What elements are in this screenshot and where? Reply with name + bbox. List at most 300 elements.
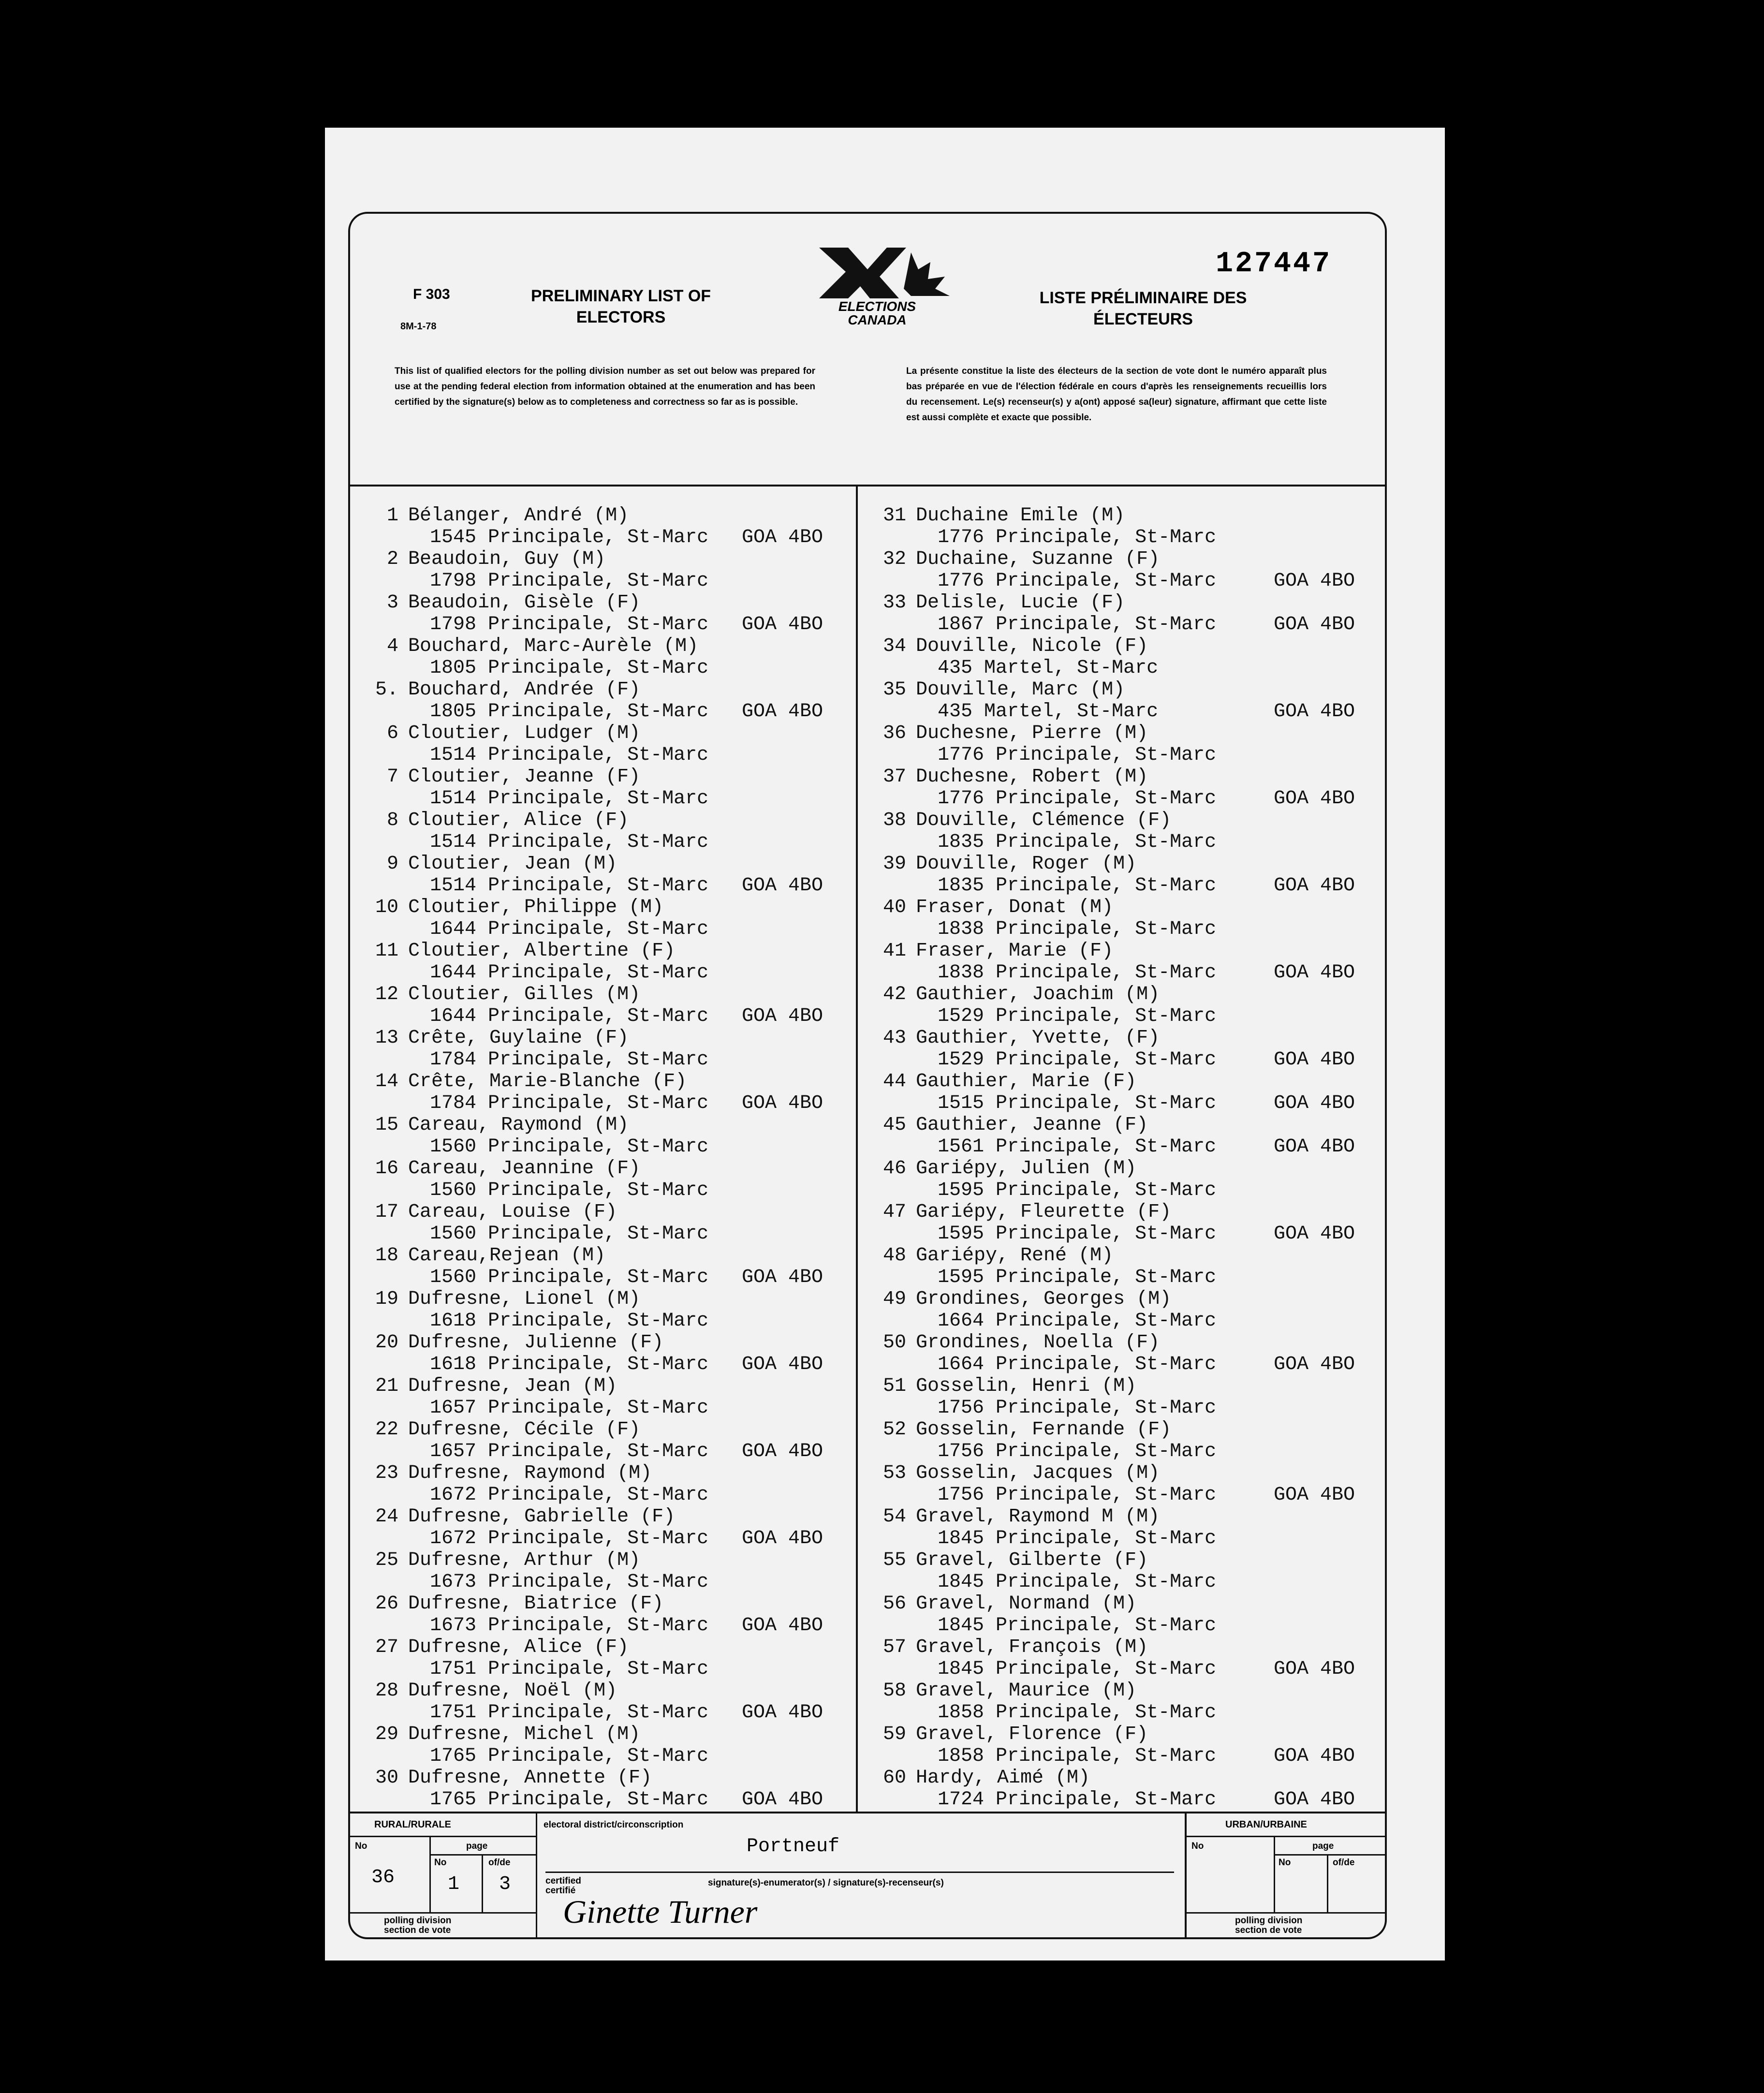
elector-entry	[867, 722, 1375, 766]
rural-box	[350, 1813, 536, 1939]
elector-name: Fraser, Marie (F)	[916, 940, 1114, 962]
elector-postal-code: GOA 4BO	[1274, 1354, 1355, 1375]
elector-name: Gosselin, Jacques (M)	[916, 1462, 1160, 1484]
title-french-line-2: ÉLECTEURS	[1093, 310, 1193, 328]
elector-entry	[867, 810, 1375, 853]
elector-name: Grondines, Noella (F)	[916, 1332, 1160, 1354]
elector-number: 5.	[375, 679, 398, 701]
elector-address: 1838 Principale, St-Marc	[938, 962, 1217, 984]
elector-address: 1664 Principale, St-Marc	[938, 1354, 1217, 1375]
elector-name: Gosselin, Fernande (F)	[916, 1419, 1172, 1441]
elector-entry	[360, 984, 848, 1027]
elector-address: 1644 Principale, St-Marc	[430, 918, 709, 940]
elector-name: Douville, Clémence (F)	[916, 810, 1172, 831]
elector-name: Dufresne, Noël (M)	[408, 1680, 617, 1702]
elector-address: 1514 Principale, St-Marc	[430, 744, 709, 766]
elector-entry	[867, 1593, 1375, 1636]
elector-name: Gravel, Maurice (M)	[916, 1680, 1137, 1702]
elector-number: 41	[882, 940, 906, 962]
elector-address: 1545 Principale, St-Marc	[430, 527, 709, 548]
elector-entry	[360, 897, 848, 940]
elector-name: Beaudoin, Gisèle (F)	[408, 592, 641, 614]
elector-name: Gauthier, Marie (F)	[916, 1071, 1137, 1092]
elector-postal-code: GOA 4BO	[1274, 570, 1355, 592]
urban-page-label: page	[1312, 1841, 1334, 1851]
elector-address: 1595 Principale, St-Marc	[938, 1179, 1217, 1201]
elector-number: 55	[882, 1549, 906, 1571]
elector-address: 1514 Principale, St-Marc	[430, 788, 709, 810]
elector-name: Cloutier, Gilles (M)	[408, 984, 641, 1005]
elector-address: 1805 Principale, St-Marc	[430, 701, 709, 722]
urban-no-label: No	[1191, 1841, 1204, 1851]
elector-address: 1560 Principale, St-Marc	[430, 1179, 709, 1201]
elector-name: Gariépy, René (M)	[916, 1245, 1114, 1267]
form-header	[350, 214, 1385, 486]
elector-entry	[360, 635, 848, 679]
elector-entry	[360, 505, 848, 548]
elector-postal-code: GOA 4BO	[1274, 1049, 1355, 1071]
urban-of-label: of/de	[1333, 1857, 1355, 1868]
elector-address: 1595 Principale, St-Marc	[938, 1223, 1217, 1245]
elector-number: 44	[882, 1071, 906, 1092]
elector-address: 1756 Principale, St-Marc	[938, 1441, 1217, 1462]
rural-vdivider	[429, 1836, 431, 1913]
elector-entry	[867, 984, 1375, 1027]
elector-number: 16	[375, 1158, 398, 1179]
elector-postal-code: GOA 4BO	[1274, 1223, 1355, 1245]
elector-entry	[867, 1636, 1375, 1680]
elector-entry	[360, 1332, 848, 1375]
elector-entry	[867, 1071, 1375, 1114]
electors-list-page	[325, 128, 1445, 1960]
elector-address: 1657 Principale, St-Marc	[430, 1441, 709, 1462]
elector-number: 49	[882, 1288, 906, 1310]
elector-address: 1515 Principale, St-Marc	[938, 1092, 1217, 1114]
urban-page-no-label: No	[1279, 1857, 1291, 1868]
polling-division-number: 36	[371, 1867, 395, 1888]
elector-entry	[360, 1245, 848, 1288]
elector-name: Gauthier, Jeanne (F)	[916, 1114, 1148, 1136]
polling-no-label: No	[355, 1841, 368, 1851]
elector-number: 38	[882, 810, 906, 831]
polling-division-label	[384, 1916, 451, 1935]
elector-name: Cloutier, Philippe (M)	[408, 897, 664, 918]
elector-name: Dufresne, Jean (M)	[408, 1375, 617, 1397]
elector-number: 23	[375, 1462, 398, 1484]
elector-entry	[867, 940, 1375, 984]
elector-entry	[360, 1027, 848, 1071]
elector-entry	[867, 1506, 1375, 1549]
elector-number: 46	[882, 1158, 906, 1179]
elector-entry	[360, 810, 848, 853]
elector-address: 1618 Principale, St-Marc	[430, 1310, 709, 1332]
elector-address: 1664 Principale, St-Marc	[938, 1310, 1217, 1332]
elector-address: 1798 Principale, St-Marc	[430, 614, 709, 635]
elector-entry	[360, 1724, 848, 1767]
elector-number: 4	[386, 635, 398, 657]
elector-number: 51	[882, 1375, 906, 1397]
elector-number: 32	[882, 548, 906, 570]
elector-address: 1835 Principale, St-Marc	[938, 831, 1217, 853]
page-no-label: No	[434, 1857, 447, 1868]
elector-entry	[867, 1288, 1375, 1332]
signature-line	[545, 1872, 1174, 1873]
elector-entry	[867, 1549, 1375, 1593]
elector-name: Careau, Raymond (M)	[408, 1114, 629, 1136]
elector-postal-code: GOA 4BO	[1274, 1484, 1355, 1506]
elector-number: 13	[375, 1027, 398, 1049]
elector-name: Bélanger, André (M)	[408, 505, 629, 527]
urban-divider	[1187, 1836, 1385, 1837]
elector-number: 17	[375, 1201, 398, 1223]
elector-address: 1672 Principale, St-Marc	[430, 1528, 709, 1549]
elector-entry	[360, 1419, 848, 1462]
elector-entry	[360, 1288, 848, 1332]
elector-name: Crête, Guylaine (F)	[408, 1027, 629, 1049]
elector-number: 12	[375, 984, 398, 1005]
logo-wordmark-line-2: CANADA	[848, 312, 907, 327]
elector-address: 1644 Principale, St-Marc	[430, 962, 709, 984]
elector-entry	[360, 853, 848, 897]
elector-name: Fraser, Donat (M)	[916, 897, 1114, 918]
elector-number: 45	[882, 1114, 906, 1136]
elector-postal-code: GOA 4BO	[1274, 1136, 1355, 1158]
urban-page-vdivider	[1327, 1854, 1328, 1913]
elector-name: Crête, Marie-Blanche (F)	[408, 1071, 687, 1092]
elector-postal-code: GOA 4BO	[1274, 614, 1355, 635]
elector-number: 54	[882, 1506, 906, 1528]
elector-address: 1838 Principale, St-Marc	[938, 918, 1217, 940]
elector-number: 48	[882, 1245, 906, 1267]
elector-name: Careau, Louise (F)	[408, 1201, 617, 1223]
elector-name: Dufresne, Raymond (M)	[408, 1462, 652, 1484]
column-divider	[856, 486, 858, 1812]
elector-postal-code: GOA 4BO	[742, 1528, 823, 1549]
elector-name: Gauthier, Yvette, (F)	[916, 1027, 1160, 1049]
elector-number: 60	[882, 1767, 906, 1789]
elector-address: 1618 Principale, St-Marc	[430, 1354, 709, 1375]
elector-entry	[360, 1375, 848, 1419]
elector-name: Douville, Nicole (F)	[916, 635, 1148, 657]
intro-text-french: La présente constitue la liste des électeurs de la section de vote dont le numéro apparaît plus bas préparée en vue de l'élection fédérale en cours d'après les renseignements recueillis lors du recensement. Le(s) recenseur(s) y a(ont) apposé sa(leur) signature, affirmant que cette liste est aussi complète et exacte que possible.	[906, 366, 1327, 423]
title-french-line-1: LISTE PRÉLIMINAIRE DES	[1039, 289, 1247, 307]
elector-name: Dufresne, Arthur (M)	[408, 1549, 641, 1571]
elector-postal-code: GOA 4BO	[1274, 1745, 1355, 1767]
elector-address: 1560 Principale, St-Marc	[430, 1267, 709, 1288]
elector-name: Dufresne, Julienne (F)	[408, 1332, 664, 1354]
elector-name: Douville, Roger (M)	[916, 853, 1137, 875]
elector-name: Gravel, François (M)	[916, 1636, 1148, 1658]
elector-number: 37	[882, 766, 906, 788]
elector-postal-code: GOA 4BO	[742, 875, 823, 897]
elector-number: 43	[882, 1027, 906, 1049]
form-footer	[350, 1812, 1385, 1939]
elector-number: 52	[882, 1419, 906, 1441]
elector-entry	[867, 1375, 1375, 1419]
elector-name: Dufresne, Cécile (F)	[408, 1419, 641, 1441]
of-label: of/de	[488, 1857, 511, 1868]
elector-address: 1845 Principale, St-Marc	[938, 1571, 1217, 1593]
electors-column-right	[867, 505, 1375, 1811]
elector-entry	[360, 1636, 848, 1680]
title-english-line-1: PRELIMINARY LIST OF	[530, 287, 711, 305]
elector-number: 6	[386, 722, 398, 744]
elector-postal-code: GOA 4BO	[1274, 701, 1355, 722]
elector-number: 47	[882, 1201, 906, 1223]
elector-number: 33	[882, 592, 906, 614]
elector-address: 1835 Principale, St-Marc	[938, 875, 1217, 897]
elector-number: 56	[882, 1593, 906, 1615]
elector-address: 1784 Principale, St-Marc	[430, 1092, 709, 1114]
logo-wordmark-line-1: ELECTIONS	[838, 299, 916, 314]
elector-address: 1514 Principale, St-Marc	[430, 831, 709, 853]
elector-entry	[360, 679, 848, 722]
elector-name: Gosselin, Henri (M)	[916, 1375, 1137, 1397]
elector-entry	[867, 1201, 1375, 1245]
elector-name: Douville, Marc (M)	[916, 679, 1125, 701]
electors-list	[350, 486, 1385, 1812]
elector-name: Gauthier, Joachim (M)	[916, 984, 1160, 1005]
elector-entry	[867, 1027, 1375, 1071]
elector-name: Cloutier, Ludger (M)	[408, 722, 641, 744]
elector-postal-code: GOA 4BO	[742, 1789, 823, 1811]
elector-address: 1724 Principale, St-Marc	[938, 1789, 1217, 1811]
urban-page-divider	[1274, 1854, 1385, 1856]
elector-entry	[867, 505, 1375, 548]
elector-address: 1798 Principale, St-Marc	[430, 570, 709, 592]
elector-address: 1529 Principale, St-Marc	[938, 1049, 1217, 1071]
elector-number: 10	[375, 897, 398, 918]
elector-postal-code: GOA 4BO	[742, 614, 823, 635]
elector-address: 1858 Principale, St-Marc	[938, 1745, 1217, 1767]
elector-address: 1644 Principale, St-Marc	[430, 1005, 709, 1027]
elector-address: 1514 Principale, St-Marc	[430, 875, 709, 897]
elector-address: 1867 Principale, St-Marc	[938, 614, 1217, 635]
logo-wordmark	[817, 300, 938, 327]
elector-name: Beaudoin, Guy (M)	[408, 548, 606, 570]
page-number: 1	[448, 1873, 460, 1895]
elector-name: Dufresne, Gabrielle (F)	[408, 1506, 676, 1528]
elector-entry	[867, 679, 1375, 722]
elector-number: 21	[375, 1375, 398, 1397]
elector-address: 1751 Principale, St-Marc	[430, 1702, 709, 1724]
elector-entry	[867, 1680, 1375, 1724]
elector-name: Bouchard, Andrée (F)	[408, 679, 641, 701]
title-english	[495, 285, 747, 328]
elector-postal-code: GOA 4BO	[1274, 962, 1355, 984]
elector-entry	[867, 1724, 1375, 1767]
elector-postal-code: GOA 4BO	[742, 1092, 823, 1114]
elector-entry	[360, 1767, 848, 1811]
elector-name: Gravel, Normand (M)	[916, 1593, 1137, 1615]
elector-postal-code: GOA 4BO	[1274, 875, 1355, 897]
form-number: F 303	[413, 286, 450, 302]
elector-number: 30	[375, 1767, 398, 1789]
page-vdivider	[482, 1854, 483, 1913]
polling-division-label-en: polling division	[384, 1916, 452, 1926]
form-frame	[348, 212, 1387, 1939]
elector-entry	[867, 1114, 1375, 1158]
elector-address: 1776 Principale, St-Marc	[938, 527, 1217, 548]
elector-entry	[867, 1158, 1375, 1201]
elector-number: 2	[386, 548, 398, 570]
elector-number: 15	[375, 1114, 398, 1136]
elector-postal-code: GOA 4BO	[1274, 1092, 1355, 1114]
elector-entry	[360, 1114, 848, 1158]
elector-name: Cloutier, Alice (F)	[408, 810, 629, 831]
elector-address: 1657 Principale, St-Marc	[430, 1397, 709, 1419]
elector-entry	[360, 1549, 848, 1593]
elector-number: 26	[375, 1593, 398, 1615]
page-label: page	[466, 1841, 488, 1851]
elector-entry	[867, 592, 1375, 635]
elector-entry	[867, 1462, 1375, 1506]
enumerator-signature: Ginette Turner	[563, 1893, 758, 1930]
elector-number: 25	[375, 1549, 398, 1571]
elector-entry	[867, 548, 1375, 592]
elector-name: Bouchard, Marc-Aurèle (M)	[408, 635, 699, 657]
elector-address: 1845 Principale, St-Marc	[938, 1615, 1217, 1636]
elector-name: Gravel, Gilberte (F)	[916, 1549, 1148, 1571]
elector-entry	[867, 766, 1375, 810]
elector-address: 1529 Principale, St-Marc	[938, 1005, 1217, 1027]
elector-number: 11	[375, 940, 398, 962]
elector-postal-code: GOA 4BO	[1274, 788, 1355, 810]
elector-entry	[867, 853, 1375, 897]
elections-canada-logo-icon	[814, 243, 959, 349]
elector-number: 9	[386, 853, 398, 875]
elector-number: 34	[882, 635, 906, 657]
elector-address: 1776 Principale, St-Marc	[938, 788, 1217, 810]
elector-postal-code: GOA 4BO	[742, 1441, 823, 1462]
elector-name: Grondines, Georges (M)	[916, 1288, 1172, 1310]
elector-name: Careau, Jeannine (F)	[408, 1158, 641, 1179]
urban-label: URBAN/URBAINE	[1225, 1819, 1307, 1830]
elector-entry	[867, 1332, 1375, 1375]
elector-postal-code: GOA 4BO	[1274, 1658, 1355, 1680]
elector-address: 1673 Principale, St-Marc	[430, 1571, 709, 1593]
footer-vdivider	[536, 1813, 537, 1939]
elector-number: 27	[375, 1636, 398, 1658]
elector-name: Dufresne, Michel (M)	[408, 1724, 641, 1745]
elector-address: 1560 Principale, St-Marc	[430, 1136, 709, 1158]
elector-entry	[360, 1158, 848, 1201]
urban-bottom-divider	[1187, 1912, 1385, 1914]
elector-address: 1805 Principale, St-Marc	[430, 657, 709, 679]
elector-postal-code: GOA 4BO	[742, 1005, 823, 1027]
elector-number: 22	[375, 1419, 398, 1441]
elector-address: 1776 Principale, St-Marc	[938, 570, 1217, 592]
rural-bottom-divider	[350, 1912, 536, 1914]
elector-name: Gravel, Raymond M (M)	[916, 1506, 1160, 1528]
elector-address: 435 Martel, St-Marc	[938, 657, 1159, 679]
elector-name: Cloutier, Jeanne (F)	[408, 766, 641, 788]
polling-division-label-fr: section de vote	[384, 1925, 451, 1935]
rural-label: RURAL/RURALE	[374, 1819, 451, 1830]
elector-entry	[360, 940, 848, 984]
elector-entry	[360, 1071, 848, 1114]
elector-number: 35	[882, 679, 906, 701]
urban-vdivider	[1274, 1836, 1275, 1913]
elector-number: 40	[882, 897, 906, 918]
elector-entry	[360, 766, 848, 810]
elector-number: 24	[375, 1506, 398, 1528]
elector-name: Delisle, Lucie (F)	[916, 592, 1125, 614]
elector-address: 1765 Principale, St-Marc	[430, 1745, 709, 1767]
elector-number: 42	[882, 984, 906, 1005]
certified-label-en: certified	[545, 1876, 581, 1886]
title-french	[998, 287, 1288, 330]
elector-entry	[360, 1506, 848, 1549]
elector-entry	[867, 1419, 1375, 1462]
urban-polling-division-label	[1235, 1916, 1302, 1935]
elector-number: 39	[882, 853, 906, 875]
elector-postal-code: GOA 4BO	[742, 1267, 823, 1288]
elector-address: 1776 Principale, St-Marc	[938, 744, 1217, 766]
elector-entry	[360, 1462, 848, 1506]
elector-entry	[867, 1767, 1375, 1811]
elector-address: 1784 Principale, St-Marc	[430, 1049, 709, 1071]
elector-postal-code: GOA 4BO	[1274, 1789, 1355, 1811]
elector-name: Cloutier, Jean (M)	[408, 853, 617, 875]
elector-number: 8	[386, 810, 398, 831]
intro-text-english: This list of qualified electors for the polling division number as set out below was prepared for use at the pending federal election from information obtained at the enumeration and has been certified by the signature(s) below as to completeness and correctness so far as is possible.	[395, 366, 815, 407]
certified-label-fr: certifié	[545, 1886, 576, 1896]
elector-number: 3	[386, 592, 398, 614]
serial-number: 127447	[1216, 248, 1332, 280]
elector-postal-code: GOA 4BO	[742, 1354, 823, 1375]
elector-address: 1858 Principale, St-Marc	[938, 1702, 1217, 1724]
elector-name: Dufresne, Alice (F)	[408, 1636, 629, 1658]
elector-address: 1845 Principale, St-Marc	[938, 1528, 1217, 1549]
elector-name: Dufresne, Biatrice (F)	[408, 1593, 664, 1615]
elector-entry	[867, 897, 1375, 940]
form-date: 8M-1-78	[400, 321, 437, 332]
elector-number: 50	[882, 1332, 906, 1354]
elector-postal-code: GOA 4BO	[742, 701, 823, 722]
title-english-line-2: ELECTORS	[576, 308, 666, 326]
elector-postal-code: GOA 4BO	[742, 1615, 823, 1636]
signature-label: signature(s)-enumerator(s) / signature(s)-recenseur(s)	[708, 1878, 944, 1888]
elector-name: Hardy, Aimé (M)	[916, 1767, 1090, 1789]
elector-name: Careau,Rejean (M)	[408, 1245, 606, 1267]
elector-name: Dufresne, Annette (F)	[408, 1767, 652, 1789]
elector-entry	[360, 1201, 848, 1245]
elector-address: 1560 Principale, St-Marc	[430, 1223, 709, 1245]
elector-address: 1845 Principale, St-Marc	[938, 1658, 1217, 1680]
elector-name: Duchesne, Robert (M)	[916, 766, 1148, 788]
elector-name: Gariépy, Julien (M)	[916, 1158, 1137, 1179]
page-total: 3	[499, 1873, 511, 1895]
elector-number: 53	[882, 1462, 906, 1484]
elector-entry	[867, 1245, 1375, 1288]
elector-number: 20	[375, 1332, 398, 1354]
elector-number: 29	[375, 1724, 398, 1745]
elector-address: 1595 Principale, St-Marc	[938, 1267, 1217, 1288]
elector-number: 18	[375, 1245, 398, 1267]
elector-entry	[360, 1593, 848, 1636]
urban-box	[1185, 1813, 1385, 1939]
elector-address: 1756 Principale, St-Marc	[938, 1484, 1217, 1506]
elector-entry	[360, 592, 848, 635]
elector-number: 1	[386, 505, 398, 527]
elector-name: Duchaine, Suzanne (F)	[916, 548, 1160, 570]
urban-polling-division-label-en: polling division	[1235, 1916, 1303, 1926]
elector-address: 1561 Principale, St-Marc	[938, 1136, 1217, 1158]
urban-polling-division-label-fr: section de vote	[1235, 1925, 1302, 1935]
rural-divider	[350, 1836, 536, 1837]
elector-name: Duchesne, Pierre (M)	[916, 722, 1148, 744]
